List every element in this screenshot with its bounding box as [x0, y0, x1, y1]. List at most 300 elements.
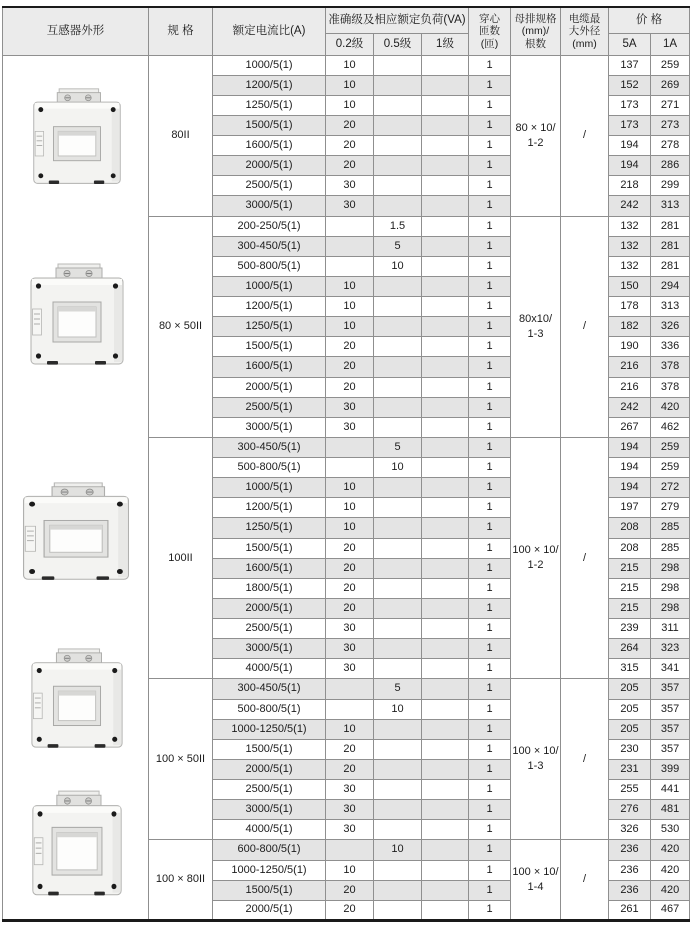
cable-max-od-cell: /	[561, 55, 609, 216]
turns-cell: 1	[469, 95, 511, 115]
ratio-cell: 200-250/5(1)	[213, 216, 326, 236]
turns-cell: 1	[469, 297, 511, 317]
price-1a-cell: 279	[651, 498, 690, 518]
turns-cell: 1	[469, 759, 511, 779]
ratio-cell: 4000/5(1)	[213, 659, 326, 679]
class05-cell	[374, 136, 422, 156]
ratio-cell: 1000-1250/5(1)	[213, 719, 326, 739]
class1-cell	[422, 719, 469, 739]
class05-cell	[374, 820, 422, 840]
price-1a-cell: 281	[651, 256, 690, 276]
busbar-line2: 1-2	[527, 559, 544, 572]
turns-cell: 1	[469, 679, 511, 699]
price-5a-cell: 236	[609, 880, 651, 900]
price-1a-cell: 420	[651, 860, 690, 880]
ratio-cell: 1500/5(1)	[213, 538, 326, 558]
table-row	[3, 55, 690, 75]
header-price-1a: 1A	[651, 33, 690, 55]
class02-cell: 30	[326, 659, 374, 679]
class05-cell	[374, 800, 422, 820]
class1-cell	[422, 216, 469, 236]
turns-cell: 1	[469, 156, 511, 176]
class02-cell: 10	[326, 498, 374, 518]
class05-cell	[374, 397, 422, 417]
header-busbar-line2: (mm)/	[521, 25, 550, 37]
class05-cell	[374, 860, 422, 880]
class1-cell	[422, 478, 469, 498]
ratio-cell: 1000-1250/5(1)	[213, 860, 326, 880]
busbar-line2: 1-3	[527, 760, 544, 773]
class1-cell	[422, 297, 469, 317]
price-5a-cell: 194	[609, 156, 651, 176]
price-5a-cell: 194	[609, 478, 651, 498]
ratio-cell: 3000/5(1)	[213, 196, 326, 216]
turns-cell: 1	[469, 659, 511, 679]
price-5a-cell: 215	[609, 558, 651, 578]
turns-cell: 1	[469, 256, 511, 276]
turns-cell: 1	[469, 196, 511, 216]
turns-cell: 1	[469, 719, 511, 739]
class1-cell	[422, 578, 469, 598]
cable-max-od-cell: /	[561, 679, 609, 840]
price-1a-cell: 420	[651, 880, 690, 900]
price-5a-cell: 231	[609, 759, 651, 779]
turns-cell: 1	[469, 276, 511, 296]
price-1a-cell: 281	[651, 236, 690, 256]
turns-cell: 1	[469, 800, 511, 820]
class05-cell	[374, 880, 422, 900]
class05-cell	[374, 196, 422, 216]
ratio-cell: 2500/5(1)	[213, 397, 326, 417]
turns-cell: 1	[469, 498, 511, 518]
table-body	[3, 55, 690, 921]
cable-max-od-cell: /	[561, 216, 609, 437]
ratio-cell: 1200/5(1)	[213, 498, 326, 518]
price-1a-cell: 285	[651, 538, 690, 558]
class02-cell: 30	[326, 196, 374, 216]
turns-cell: 1	[469, 357, 511, 377]
turns-cell: 1	[469, 699, 511, 719]
class05-cell	[374, 639, 422, 659]
class02-cell: 10	[326, 478, 374, 498]
price-5a-cell: 137	[609, 55, 651, 75]
class1-cell	[422, 256, 469, 276]
ratio-cell: 1000/5(1)	[213, 276, 326, 296]
turns-cell: 1	[469, 136, 511, 156]
cable-max-od-cell: /	[561, 437, 609, 679]
class02-cell: 20	[326, 538, 374, 558]
price-5a-cell: 182	[609, 317, 651, 337]
header-appearance: 互感器外形	[3, 7, 149, 55]
price-1a-cell: 285	[651, 518, 690, 538]
turns-cell: 1	[469, 115, 511, 135]
class1-cell	[422, 900, 469, 920]
class02-cell: 20	[326, 598, 374, 618]
class1-cell	[422, 639, 469, 659]
class05-cell	[374, 759, 422, 779]
turns-cell: 1	[469, 417, 511, 437]
price-5a-cell: 178	[609, 297, 651, 317]
price-5a-cell: 267	[609, 417, 651, 437]
class05-cell	[374, 780, 422, 800]
transformer-80x50-image	[27, 261, 127, 371]
class1-cell	[422, 558, 469, 578]
price-1a-cell: 399	[651, 759, 690, 779]
price-1a-cell: 273	[651, 115, 690, 135]
ratio-cell: 500-800/5(1)	[213, 256, 326, 276]
turns-cell: 1	[469, 75, 511, 95]
price-5a-cell: 194	[609, 458, 651, 478]
class1-cell	[422, 357, 469, 377]
turns-cell: 1	[469, 478, 511, 498]
busbar-line1: 100 × 10/	[512, 544, 559, 557]
busbar-line2: 1-3	[527, 327, 544, 340]
header-class-05: 0.5级	[374, 33, 422, 55]
class05-cell	[374, 739, 422, 759]
turns-cell: 1	[469, 860, 511, 880]
class1-cell	[422, 619, 469, 639]
class1-cell	[422, 236, 469, 256]
price-5a-cell: 236	[609, 840, 651, 860]
ratio-cell: 1500/5(1)	[213, 115, 326, 135]
turns-cell: 1	[469, 558, 511, 578]
turns-cell: 1	[469, 55, 511, 75]
price-1a-cell: 259	[651, 458, 690, 478]
turns-cell: 1	[469, 397, 511, 417]
price-1a-cell: 357	[651, 719, 690, 739]
busbar-line1: 80 × 10/	[515, 121, 556, 134]
transformer-100-image	[19, 480, 133, 586]
class05-cell	[374, 417, 422, 437]
class05-cell	[374, 75, 422, 95]
class02-cell: 20	[326, 759, 374, 779]
transformer-80-image	[30, 86, 124, 190]
class05-cell	[374, 619, 422, 639]
class1-cell	[422, 780, 469, 800]
ratio-cell: 2000/5(1)	[213, 156, 326, 176]
price-5a-cell: 190	[609, 337, 651, 357]
ratio-cell: 1200/5(1)	[213, 297, 326, 317]
spec-cell: 100 × 80II	[149, 840, 213, 921]
turns-cell: 1	[469, 176, 511, 196]
class1-cell	[422, 95, 469, 115]
price-5a-cell: 216	[609, 377, 651, 397]
class02-cell: 20	[326, 136, 374, 156]
price-1a-cell: 298	[651, 558, 690, 578]
header-busbar-line1: 母排规格	[514, 12, 557, 25]
ratio-cell: 1500/5(1)	[213, 739, 326, 759]
price-5a-cell: 173	[609, 115, 651, 135]
header-rated-current-ratio: 额定电流比(A)	[213, 7, 326, 55]
price-5a-cell: 208	[609, 538, 651, 558]
price-1a-cell: 481	[651, 800, 690, 820]
class05-cell: 10	[374, 699, 422, 719]
class02-cell: 20	[326, 558, 374, 578]
price-1a-cell: 378	[651, 357, 690, 377]
price-1a-cell: 278	[651, 136, 690, 156]
price-1a-cell: 313	[651, 196, 690, 216]
price-1a-cell: 299	[651, 176, 690, 196]
busbar-line2: 1-4	[527, 880, 544, 893]
price-1a-cell: 269	[651, 75, 690, 95]
price-1a-cell: 357	[651, 699, 690, 719]
ratio-cell: 1500/5(1)	[213, 337, 326, 357]
class02-cell: 10	[326, 276, 374, 296]
class1-cell	[422, 136, 469, 156]
price-5a-cell: 230	[609, 739, 651, 759]
class02-cell: 10	[326, 95, 374, 115]
ratio-cell: 1250/5(1)	[213, 518, 326, 538]
header-busbar	[511, 7, 561, 55]
price-5a-cell: 218	[609, 176, 651, 196]
price-5a-cell: 194	[609, 136, 651, 156]
spec-cell: 100 × 50II	[149, 679, 213, 840]
class1-cell	[422, 840, 469, 860]
class05-cell	[374, 115, 422, 135]
busbar-line2: 1-2	[527, 136, 544, 149]
ratio-cell: 2000/5(1)	[213, 377, 326, 397]
header-spec: 规 格	[149, 7, 213, 55]
price-1a-cell: 311	[651, 619, 690, 639]
price-1a-cell: 323	[651, 639, 690, 659]
header-cable-line2: 大外径	[568, 25, 601, 37]
class1-cell	[422, 397, 469, 417]
class02-cell: 20	[326, 156, 374, 176]
ratio-cell: 1250/5(1)	[213, 317, 326, 337]
header-class-1: 1级	[422, 33, 469, 55]
turns-cell: 1	[469, 780, 511, 800]
ratio-cell: 1800/5(1)	[213, 578, 326, 598]
class02-cell: 10	[326, 719, 374, 739]
class02-cell: 20	[326, 115, 374, 135]
class02-cell: 30	[326, 176, 374, 196]
class02-cell: 30	[326, 800, 374, 820]
class1-cell	[422, 276, 469, 296]
price-5a-cell: 255	[609, 780, 651, 800]
price-1a-cell: 326	[651, 317, 690, 337]
ratio-cell: 1000/5(1)	[213, 478, 326, 498]
class02-cell	[326, 216, 374, 236]
class02-cell: 20	[326, 578, 374, 598]
class02-cell	[326, 236, 374, 256]
class05-cell	[374, 659, 422, 679]
class02-cell: 20	[326, 357, 374, 377]
price-1a-cell: 271	[651, 95, 690, 115]
spec-cell: 100II	[149, 437, 213, 679]
header-turns-line1: 穿心	[479, 12, 500, 25]
header-turns	[469, 7, 511, 55]
ct-spec-price-table	[2, 6, 690, 922]
ratio-cell: 1600/5(1)	[213, 136, 326, 156]
ratio-cell: 500-800/5(1)	[213, 699, 326, 719]
class05-cell	[374, 95, 422, 115]
price-1a-cell: 298	[651, 578, 690, 598]
turns-cell: 1	[469, 619, 511, 639]
class02-cell: 30	[326, 619, 374, 639]
ratio-cell: 3000/5(1)	[213, 417, 326, 437]
turns-cell: 1	[469, 639, 511, 659]
price-1a-cell: 259	[651, 55, 690, 75]
class05-cell	[374, 498, 422, 518]
ratio-cell: 2500/5(1)	[213, 780, 326, 800]
turns-cell: 1	[469, 518, 511, 538]
header-price-group: 价 格	[609, 7, 690, 33]
turns-cell: 1	[469, 820, 511, 840]
class05-cell	[374, 558, 422, 578]
turns-cell: 1	[469, 317, 511, 337]
ratio-cell: 2000/5(1)	[213, 759, 326, 779]
class02-cell: 30	[326, 820, 374, 840]
price-5a-cell: 150	[609, 276, 651, 296]
ratio-cell: 1600/5(1)	[213, 357, 326, 377]
class1-cell	[422, 458, 469, 478]
price-1a-cell: 272	[651, 478, 690, 498]
busbar-cell	[511, 679, 561, 840]
class1-cell	[422, 377, 469, 397]
class05-cell: 5	[374, 679, 422, 699]
class02-cell	[326, 458, 374, 478]
ratio-cell: 1200/5(1)	[213, 75, 326, 95]
class1-cell	[422, 498, 469, 518]
class1-cell	[422, 518, 469, 538]
class1-cell	[422, 176, 469, 196]
class02-cell: 30	[326, 417, 374, 437]
class05-cell	[374, 518, 422, 538]
class05-cell	[374, 357, 422, 377]
header-price-5a: 5A	[609, 33, 651, 55]
ratio-cell: 2500/5(1)	[213, 176, 326, 196]
price-1a-cell: 441	[651, 780, 690, 800]
ratio-cell: 1600/5(1)	[213, 558, 326, 578]
price-5a-cell: 205	[609, 699, 651, 719]
price-1a-cell: 294	[651, 276, 690, 296]
transformer-100x80-image	[29, 788, 125, 902]
price-5a-cell: 242	[609, 397, 651, 417]
price-1a-cell: 530	[651, 820, 690, 840]
price-1a-cell: 281	[651, 216, 690, 236]
class1-cell	[422, 860, 469, 880]
class02-cell: 10	[326, 518, 374, 538]
ratio-cell: 500-800/5(1)	[213, 458, 326, 478]
class05-cell	[374, 156, 422, 176]
price-1a-cell: 467	[651, 900, 690, 920]
class02-cell: 20	[326, 739, 374, 759]
price-1a-cell: 259	[651, 437, 690, 457]
price-5a-cell: 132	[609, 216, 651, 236]
class1-cell	[422, 317, 469, 337]
header-cable-line3: (mm)	[572, 37, 597, 50]
class05-cell	[374, 297, 422, 317]
price-5a-cell: 215	[609, 598, 651, 618]
price-1a-cell: 286	[651, 156, 690, 176]
class05-cell: 10	[374, 256, 422, 276]
class1-cell	[422, 659, 469, 679]
class02-cell: 20	[326, 900, 374, 920]
class05-cell	[374, 719, 422, 739]
ratio-cell: 1500/5(1)	[213, 880, 326, 900]
turns-cell: 1	[469, 578, 511, 598]
ratio-cell: 1250/5(1)	[213, 95, 326, 115]
class05-cell: 10	[374, 458, 422, 478]
price-5a-cell: 208	[609, 518, 651, 538]
price-1a-cell: 462	[651, 417, 690, 437]
price-5a-cell: 205	[609, 679, 651, 699]
class1-cell	[422, 417, 469, 437]
class05-cell	[374, 598, 422, 618]
price-5a-cell: 194	[609, 437, 651, 457]
class1-cell	[422, 115, 469, 135]
header-cable-line1: 电缆最	[568, 12, 601, 25]
price-1a-cell: 298	[651, 598, 690, 618]
class1-cell	[422, 196, 469, 216]
ratio-cell: 2500/5(1)	[213, 619, 326, 639]
class02-cell	[326, 679, 374, 699]
ratio-cell: 300-450/5(1)	[213, 437, 326, 457]
price-5a-cell: 242	[609, 196, 651, 216]
header-accuracy-group: 准确级及相应额定负荷(VA)	[326, 7, 469, 33]
busbar-cell	[511, 216, 561, 437]
class02-cell	[326, 256, 374, 276]
busbar-line1: 100 × 10/	[512, 745, 559, 758]
class1-cell	[422, 759, 469, 779]
class02-cell: 10	[326, 55, 374, 75]
class05-cell	[374, 900, 422, 920]
price-5a-cell: 205	[609, 719, 651, 739]
class1-cell	[422, 437, 469, 457]
class02-cell	[326, 437, 374, 457]
price-5a-cell: 239	[609, 619, 651, 639]
header-busbar-line3: 根数	[525, 37, 546, 50]
price-5a-cell: 261	[609, 900, 651, 920]
price-1a-cell: 336	[651, 337, 690, 357]
class05-cell: 5	[374, 236, 422, 256]
cable-max-od-cell: /	[561, 840, 609, 921]
class05-cell	[374, 538, 422, 558]
class05-cell: 5	[374, 437, 422, 457]
turns-cell: 1	[469, 437, 511, 457]
price-5a-cell: 264	[609, 639, 651, 659]
price-1a-cell: 420	[651, 397, 690, 417]
turns-cell: 1	[469, 337, 511, 357]
price-1a-cell: 341	[651, 659, 690, 679]
header-turns-line2: 匝数	[479, 25, 500, 37]
ratio-cell: 600-800/5(1)	[213, 840, 326, 860]
turns-cell: 1	[469, 739, 511, 759]
header-class-02: 0.2级	[326, 33, 374, 55]
header-cable-max-od	[561, 7, 609, 55]
class05-cell	[374, 578, 422, 598]
class1-cell	[422, 598, 469, 618]
busbar-line1: 80x10/	[518, 312, 553, 325]
class02-cell	[326, 840, 374, 860]
class05-cell	[374, 317, 422, 337]
turns-cell: 1	[469, 880, 511, 900]
class02-cell: 10	[326, 317, 374, 337]
class05-cell	[374, 276, 422, 296]
class1-cell	[422, 55, 469, 75]
turns-cell: 1	[469, 538, 511, 558]
price-5a-cell: 216	[609, 357, 651, 377]
price-5a-cell: 215	[609, 578, 651, 598]
turns-cell: 1	[469, 236, 511, 256]
class05-cell: 1.5	[374, 216, 422, 236]
price-5a-cell: 197	[609, 498, 651, 518]
class1-cell	[422, 820, 469, 840]
header-turns-line3: (匝)	[480, 37, 499, 50]
price-5a-cell: 326	[609, 820, 651, 840]
class05-cell	[374, 55, 422, 75]
class05-cell: 10	[374, 840, 422, 860]
